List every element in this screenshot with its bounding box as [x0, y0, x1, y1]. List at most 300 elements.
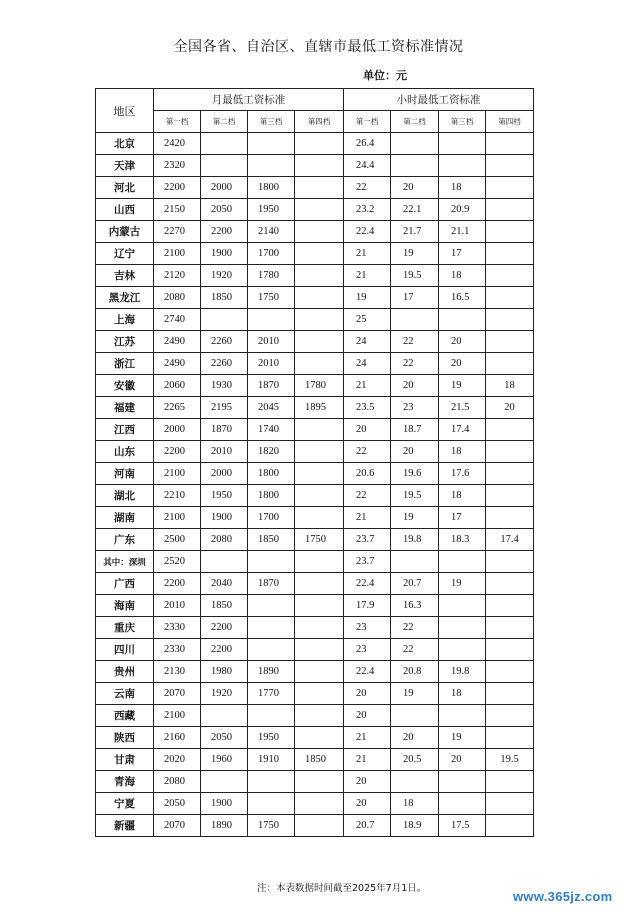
hourly-tier-4-cell — [486, 353, 534, 375]
monthly-tier-4-cell — [295, 221, 344, 243]
hourly-tier-2-cell: 20.8 — [391, 661, 439, 683]
minimum-wage-table — [95, 88, 534, 837]
monthly-tier-1-cell: 2100 — [154, 705, 201, 727]
monthly-tier-2-cell: 2000 — [201, 463, 248, 485]
hourly-tier-1-cell: 20 — [344, 419, 391, 441]
hourly-tier-3-cell: 20 — [439, 331, 486, 353]
hourly-tier-4-cell — [486, 287, 534, 309]
table-row — [96, 793, 534, 815]
hourly-tier-1-cell: 22.4 — [344, 221, 391, 243]
monthly-tier-2-cell: 2200 — [201, 221, 248, 243]
monthly-tier-1-cell: 2100 — [154, 507, 201, 529]
monthly-tier-3-cell: 1950 — [248, 199, 295, 221]
monthly-tier-2-cell: 1930 — [201, 375, 248, 397]
hourly-tier-1-cell: 22 — [344, 485, 391, 507]
monthly-tier-3-cell: 1780 — [248, 265, 295, 287]
monthly-header: 月最低工资标准 — [154, 89, 344, 111]
region-cell: 安徽 — [96, 375, 154, 397]
hourly-tier-3-cell: 19.8 — [439, 661, 486, 683]
region-cell: 黑龙江 — [96, 287, 154, 309]
page-title: 全国各省、自治区、直辖市最低工资标准情况 — [173, 39, 464, 55]
hourly-tier-4-cell — [486, 727, 534, 749]
monthly-tier-4-cell — [295, 419, 344, 441]
monthly-tier-1-cell: 2200 — [154, 177, 201, 199]
monthly-tier-4-cell — [295, 793, 344, 815]
hourly-tier-2-cell: 23 — [391, 397, 439, 419]
hourly-tier-2-cell: 19.5 — [391, 265, 439, 287]
table-row — [96, 617, 534, 639]
monthly-tier-1-cell: 2490 — [154, 353, 201, 375]
region-cell: 其中：深圳 — [96, 551, 154, 573]
hourly-tier-4-cell — [486, 177, 534, 199]
monthly-tier-2-cell: 2200 — [201, 617, 248, 639]
monthly-tier-4-cell — [295, 177, 344, 199]
hourly-tier-1-cell: 20 — [344, 771, 391, 793]
monthly-tier-1-cell: 2740 — [154, 309, 201, 331]
monthly-tier-2-header: 第二档 — [201, 111, 248, 133]
hourly-tier-2-cell: 19.8 — [391, 529, 439, 551]
hourly-tier-2-cell — [391, 309, 439, 331]
monthly-tier-1-cell: 2050 — [154, 793, 201, 815]
table-row — [96, 309, 534, 331]
monthly-tier-4-cell — [295, 287, 344, 309]
monthly-tier-2-cell: 1900 — [201, 243, 248, 265]
region-cell: 河南 — [96, 463, 154, 485]
hourly-tier-1-header: 第一档 — [344, 111, 391, 133]
monthly-tier-4-cell — [295, 155, 344, 177]
monthly-tier-3-cell: 1750 — [248, 287, 295, 309]
table-row — [96, 683, 534, 705]
monthly-tier-2-cell — [201, 771, 248, 793]
monthly-tier-4-cell — [295, 199, 344, 221]
hourly-tier-4-header: 第四档 — [486, 111, 534, 133]
hourly-tier-4-cell — [486, 705, 534, 727]
hourly-tier-4-cell: 20 — [486, 397, 534, 419]
monthly-tier-1-cell: 2500 — [154, 529, 201, 551]
monthly-tier-2-cell: 2010 — [201, 441, 248, 463]
monthly-tier-1-cell: 2330 — [154, 639, 201, 661]
hourly-tier-1-cell: 23 — [344, 639, 391, 661]
region-cell: 重庆 — [96, 617, 154, 639]
monthly-tier-2-cell — [201, 705, 248, 727]
hourly-tier-3-cell — [439, 133, 486, 155]
monthly-tier-3-cell — [248, 639, 295, 661]
hourly-tier-1-cell: 24 — [344, 353, 391, 375]
monthly-tier-4-header: 第四档 — [295, 111, 344, 133]
hourly-tier-1-cell: 20 — [344, 705, 391, 727]
monthly-tier-4-cell — [295, 815, 344, 837]
table-row — [96, 573, 534, 595]
hourly-tier-4-cell — [486, 133, 534, 155]
monthly-tier-4-cell — [295, 771, 344, 793]
hourly-tier-1-cell: 25 — [344, 309, 391, 331]
header-row-groups — [96, 89, 534, 111]
hourly-tier-2-cell — [391, 771, 439, 793]
monthly-tier-4-cell: 1780 — [295, 375, 344, 397]
monthly-tier-1-cell: 2020 — [154, 749, 201, 771]
table-row — [96, 177, 534, 199]
monthly-tier-2-cell: 2050 — [201, 727, 248, 749]
hourly-tier-4-cell — [486, 485, 534, 507]
monthly-tier-1-cell: 2210 — [154, 485, 201, 507]
hourly-tier-2-cell: 20.7 — [391, 573, 439, 595]
hourly-tier-4-cell — [486, 595, 534, 617]
table-row — [96, 529, 534, 551]
hourly-tier-2-cell: 19.6 — [391, 463, 439, 485]
table-row — [96, 595, 534, 617]
monthly-tier-2-cell: 1900 — [201, 507, 248, 529]
monthly-tier-4-cell — [295, 507, 344, 529]
monthly-tier-3-cell: 1800 — [248, 485, 295, 507]
hourly-tier-1-cell: 26.4 — [344, 133, 391, 155]
hourly-tier-1-cell: 23.5 — [344, 397, 391, 419]
hourly-tier-4-cell — [486, 661, 534, 683]
monthly-tier-4-cell — [295, 705, 344, 727]
hourly-tier-1-cell: 22 — [344, 177, 391, 199]
monthly-tier-1-cell: 2200 — [154, 441, 201, 463]
hourly-tier-4-cell — [486, 793, 534, 815]
hourly-tier-2-cell: 16.3 — [391, 595, 439, 617]
monthly-tier-2-cell: 1950 — [201, 485, 248, 507]
table-row — [96, 661, 534, 683]
hourly-tier-4-cell — [486, 309, 534, 331]
monthly-tier-2-cell: 2260 — [201, 353, 248, 375]
hourly-tier-1-cell: 20.7 — [344, 815, 391, 837]
hourly-tier-2-cell — [391, 155, 439, 177]
table-row — [96, 287, 534, 309]
hourly-tier-3-header: 第三档 — [439, 111, 486, 133]
hourly-header: 小时最低工资标准 — [344, 89, 534, 111]
monthly-tier-4-cell — [295, 551, 344, 573]
monthly-tier-1-cell: 2150 — [154, 199, 201, 221]
region-cell: 河北 — [96, 177, 154, 199]
region-cell: 江苏 — [96, 331, 154, 353]
hourly-tier-3-cell — [439, 155, 486, 177]
hourly-tier-1-cell: 21 — [344, 265, 391, 287]
hourly-tier-2-cell: 20 — [391, 177, 439, 199]
region-cell: 湖北 — [96, 485, 154, 507]
hourly-tier-3-cell: 17.6 — [439, 463, 486, 485]
hourly-tier-1-cell: 24 — [344, 331, 391, 353]
hourly-tier-1-cell: 20.6 — [344, 463, 391, 485]
monthly-tier-2-cell: 2260 — [201, 331, 248, 353]
monthly-tier-2-cell: 2200 — [201, 639, 248, 661]
hourly-tier-3-cell: 19 — [439, 573, 486, 595]
monthly-tier-2-cell: 2080 — [201, 529, 248, 551]
hourly-tier-3-cell: 20 — [439, 353, 486, 375]
table-body — [96, 133, 534, 837]
monthly-tier-3-cell: 1870 — [248, 375, 295, 397]
hourly-tier-2-cell — [391, 705, 439, 727]
hourly-tier-3-cell: 18 — [439, 683, 486, 705]
table-row — [96, 265, 534, 287]
hourly-tier-2-cell: 19.5 — [391, 485, 439, 507]
hourly-tier-2-cell: 20 — [391, 727, 439, 749]
hourly-tier-4-cell — [486, 683, 534, 705]
monthly-tier-3-cell: 1950 — [248, 727, 295, 749]
hourly-tier-3-cell: 18 — [439, 265, 486, 287]
monthly-tier-2-cell: 1920 — [201, 265, 248, 287]
monthly-tier-3-header: 第三档 — [248, 111, 295, 133]
monthly-tier-3-cell: 1700 — [248, 243, 295, 265]
hourly-tier-3-cell: 16.5 — [439, 287, 486, 309]
region-cell: 北京 — [96, 133, 154, 155]
table-row — [96, 243, 534, 265]
region-cell: 江西 — [96, 419, 154, 441]
monthly-tier-4-cell — [295, 331, 344, 353]
monthly-tier-2-cell — [201, 133, 248, 155]
monthly-tier-2-cell: 1850 — [201, 287, 248, 309]
footnote: 注：本表数据时间截至2025年7月1日。 — [257, 883, 427, 894]
table-row — [96, 199, 534, 221]
hourly-tier-3-cell: 21.1 — [439, 221, 486, 243]
monthly-tier-1-cell: 2160 — [154, 727, 201, 749]
region-cell: 贵州 — [96, 661, 154, 683]
hourly-tier-3-cell: 18 — [439, 177, 486, 199]
monthly-tier-2-cell: 1920 — [201, 683, 248, 705]
monthly-tier-4-cell — [295, 243, 344, 265]
monthly-tier-1-cell: 2100 — [154, 243, 201, 265]
hourly-tier-1-cell: 23 — [344, 617, 391, 639]
hourly-tier-2-cell: 19 — [391, 507, 439, 529]
table-row — [96, 771, 534, 793]
hourly-tier-4-cell — [486, 265, 534, 287]
hourly-tier-1-cell: 19 — [344, 287, 391, 309]
monthly-tier-1-cell: 2060 — [154, 375, 201, 397]
hourly-tier-3-cell: 17.4 — [439, 419, 486, 441]
region-cell: 辽宁 — [96, 243, 154, 265]
monthly-tier-3-cell: 1770 — [248, 683, 295, 705]
hourly-tier-4-cell — [486, 441, 534, 463]
monthly-tier-4-cell — [295, 683, 344, 705]
monthly-tier-2-cell: 1980 — [201, 661, 248, 683]
monthly-tier-2-cell: 2040 — [201, 573, 248, 595]
hourly-tier-1-cell: 21 — [344, 727, 391, 749]
hourly-tier-2-cell — [391, 133, 439, 155]
monthly-tier-2-cell: 2195 — [201, 397, 248, 419]
monthly-tier-3-cell — [248, 155, 295, 177]
region-cell: 山东 — [96, 441, 154, 463]
monthly-tier-3-cell: 1700 — [248, 507, 295, 529]
region-header: 地区 — [96, 89, 154, 133]
hourly-tier-3-cell — [439, 705, 486, 727]
monthly-tier-3-cell: 2010 — [248, 353, 295, 375]
hourly-tier-1-cell: 22 — [344, 441, 391, 463]
table-row — [96, 419, 534, 441]
monthly-tier-1-cell: 2490 — [154, 331, 201, 353]
hourly-tier-4-cell — [486, 639, 534, 661]
monthly-tier-4-cell — [295, 617, 344, 639]
header-row-tiers — [96, 111, 534, 133]
hourly-tier-3-cell: 20.9 — [439, 199, 486, 221]
monthly-tier-1-header: 第一档 — [154, 111, 201, 133]
monthly-tier-4-cell — [295, 661, 344, 683]
hourly-tier-4-cell — [486, 507, 534, 529]
monthly-tier-1-cell: 2080 — [154, 771, 201, 793]
hourly-tier-4-cell — [486, 815, 534, 837]
hourly-tier-1-cell: 23.7 — [344, 551, 391, 573]
hourly-tier-1-cell: 21 — [344, 507, 391, 529]
hourly-tier-3-cell — [439, 793, 486, 815]
monthly-tier-3-cell — [248, 793, 295, 815]
table-row — [96, 705, 534, 727]
table-row — [96, 463, 534, 485]
table-row — [96, 639, 534, 661]
monthly-tier-4-cell — [295, 463, 344, 485]
hourly-tier-2-cell: 22 — [391, 331, 439, 353]
monthly-tier-2-cell: 2000 — [201, 177, 248, 199]
hourly-tier-4-cell — [486, 243, 534, 265]
monthly-tier-4-cell — [295, 727, 344, 749]
monthly-tier-3-cell: 1850 — [248, 529, 295, 551]
hourly-tier-1-cell: 23.2 — [344, 199, 391, 221]
hourly-tier-2-cell: 18 — [391, 793, 439, 815]
hourly-tier-2-cell: 22 — [391, 353, 439, 375]
table-row — [96, 551, 534, 573]
table-row — [96, 815, 534, 837]
monthly-tier-1-cell: 2120 — [154, 265, 201, 287]
hourly-tier-1-cell: 24.4 — [344, 155, 391, 177]
monthly-tier-2-cell — [201, 551, 248, 573]
hourly-tier-2-header: 第二档 — [391, 111, 439, 133]
hourly-tier-3-cell — [439, 617, 486, 639]
table-row — [96, 441, 534, 463]
hourly-tier-2-cell: 22 — [391, 617, 439, 639]
hourly-tier-1-cell: 21 — [344, 749, 391, 771]
monthly-tier-2-cell: 1900 — [201, 793, 248, 815]
monthly-tier-4-cell: 1895 — [295, 397, 344, 419]
hourly-tier-3-cell — [439, 595, 486, 617]
hourly-tier-3-cell: 17.5 — [439, 815, 486, 837]
table-row — [96, 221, 534, 243]
region-cell: 甘肃 — [96, 749, 154, 771]
unit-label: 单位：元 — [363, 69, 407, 82]
monthly-tier-2-cell: 1870 — [201, 419, 248, 441]
table-row — [96, 133, 534, 155]
site-watermark: www.365jz.com — [513, 889, 613, 904]
hourly-tier-2-cell: 17 — [391, 287, 439, 309]
hourly-tier-3-cell: 20 — [439, 749, 486, 771]
monthly-tier-2-cell: 2050 — [201, 199, 248, 221]
hourly-tier-3-cell: 17 — [439, 507, 486, 529]
hourly-tier-3-cell — [439, 551, 486, 573]
monthly-tier-3-cell — [248, 309, 295, 331]
hourly-tier-2-cell: 19 — [391, 243, 439, 265]
hourly-tier-4-cell — [486, 221, 534, 243]
hourly-tier-4-cell — [486, 771, 534, 793]
monthly-tier-2-cell — [201, 309, 248, 331]
hourly-tier-1-cell: 21 — [344, 243, 391, 265]
monthly-tier-1-cell: 2070 — [154, 815, 201, 837]
hourly-tier-3-cell: 18 — [439, 441, 486, 463]
hourly-tier-4-cell: 18 — [486, 375, 534, 397]
hourly-tier-3-cell: 17 — [439, 243, 486, 265]
monthly-tier-1-cell: 2070 — [154, 683, 201, 705]
hourly-tier-2-cell: 18.9 — [391, 815, 439, 837]
monthly-tier-4-cell — [295, 265, 344, 287]
region-cell: 云南 — [96, 683, 154, 705]
hourly-tier-2-cell: 20.5 — [391, 749, 439, 771]
monthly-tier-4-cell — [295, 595, 344, 617]
region-cell: 广西 — [96, 573, 154, 595]
table-row — [96, 485, 534, 507]
monthly-tier-2-cell — [201, 155, 248, 177]
monthly-tier-1-cell: 2000 — [154, 419, 201, 441]
monthly-tier-4-cell — [295, 133, 344, 155]
table-row — [96, 507, 534, 529]
hourly-tier-4-cell — [486, 551, 534, 573]
monthly-tier-1-cell: 2270 — [154, 221, 201, 243]
hourly-tier-3-cell: 21.5 — [439, 397, 486, 419]
region-cell: 西藏 — [96, 705, 154, 727]
monthly-tier-1-cell: 2080 — [154, 287, 201, 309]
hourly-tier-3-cell: 18 — [439, 485, 486, 507]
hourly-tier-4-cell — [486, 331, 534, 353]
monthly-tier-3-cell: 1800 — [248, 177, 295, 199]
monthly-tier-3-cell: 2045 — [248, 397, 295, 419]
monthly-tier-3-cell: 1740 — [248, 419, 295, 441]
region-cell: 吉林 — [96, 265, 154, 287]
hourly-tier-4-cell — [486, 463, 534, 485]
region-cell: 广东 — [96, 529, 154, 551]
hourly-tier-3-cell — [439, 639, 486, 661]
hourly-tier-4-cell — [486, 155, 534, 177]
monthly-tier-1-cell: 2265 — [154, 397, 201, 419]
hourly-tier-2-cell — [391, 551, 439, 573]
table-row — [96, 155, 534, 177]
monthly-tier-1-cell: 2330 — [154, 617, 201, 639]
monthly-tier-4-cell — [295, 639, 344, 661]
hourly-tier-3-cell: 19 — [439, 375, 486, 397]
monthly-tier-4-cell — [295, 441, 344, 463]
monthly-tier-3-cell — [248, 617, 295, 639]
monthly-tier-4-cell — [295, 353, 344, 375]
monthly-tier-1-cell: 2520 — [154, 551, 201, 573]
table-row — [96, 727, 534, 749]
table-row — [96, 749, 534, 771]
region-cell: 湖南 — [96, 507, 154, 529]
region-cell: 海南 — [96, 595, 154, 617]
hourly-tier-3-cell — [439, 771, 486, 793]
hourly-tier-2-cell: 18.7 — [391, 419, 439, 441]
region-cell: 天津 — [96, 155, 154, 177]
hourly-tier-3-cell: 19 — [439, 727, 486, 749]
monthly-tier-4-cell — [295, 485, 344, 507]
hourly-tier-4-cell — [486, 573, 534, 595]
hourly-tier-1-cell: 22.4 — [344, 573, 391, 595]
monthly-tier-1-cell: 2100 — [154, 463, 201, 485]
region-cell: 宁夏 — [96, 793, 154, 815]
monthly-tier-4-cell: 1850 — [295, 749, 344, 771]
hourly-tier-4-cell: 17.4 — [486, 529, 534, 551]
monthly-tier-4-cell: 1750 — [295, 529, 344, 551]
table-row — [96, 397, 534, 419]
monthly-tier-2-cell: 1960 — [201, 749, 248, 771]
hourly-tier-4-cell: 19.5 — [486, 749, 534, 771]
monthly-tier-3-cell — [248, 705, 295, 727]
monthly-tier-1-cell: 2420 — [154, 133, 201, 155]
hourly-tier-1-cell: 22.4 — [344, 661, 391, 683]
monthly-tier-3-cell: 1750 — [248, 815, 295, 837]
hourly-tier-2-cell: 20 — [391, 441, 439, 463]
monthly-tier-3-cell: 1820 — [248, 441, 295, 463]
monthly-tier-1-cell: 2200 — [154, 573, 201, 595]
region-cell: 四川 — [96, 639, 154, 661]
hourly-tier-1-cell: 17.9 — [344, 595, 391, 617]
region-cell: 山西 — [96, 199, 154, 221]
monthly-tier-3-cell — [248, 551, 295, 573]
monthly-tier-1-cell: 2010 — [154, 595, 201, 617]
